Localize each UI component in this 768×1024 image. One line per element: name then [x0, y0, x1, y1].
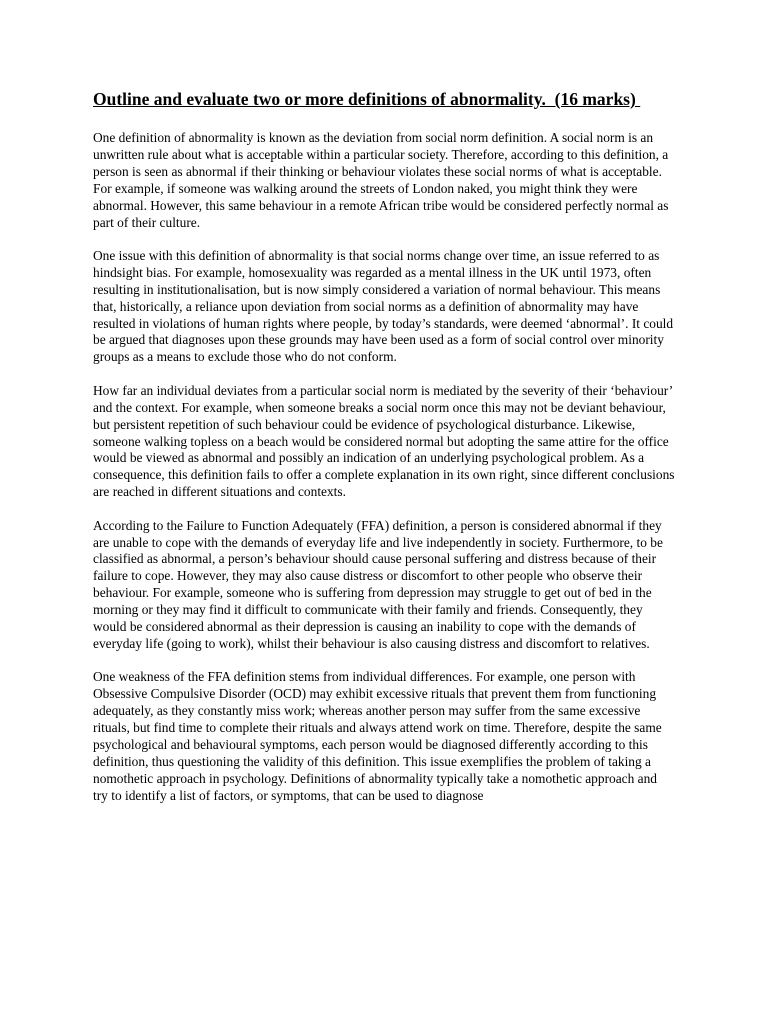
paragraph-5: One weakness of the FFA definition stems from individual differences. For example, one person with Obsessive Compulsive Disorder (OCD) may exhibit excessive rituals that prevent them from functioning adequately, as they constantly miss work; whereas another person may suffer from the same excessive rituals, but find time to complete their rituals and always attend work on time. Therefore, despite the same psychological and behavioural symptoms, each person would be diagnosed differently according to this definition, thus questioning the validity of this definition. This issue exemplifies the problem of taking a nomothetic approach in psychology. Definitions of abnormality typically take a nomothetic approach and try to identify a list of factors, or symptoms, that can be used to diagnose — [93, 669, 662, 803]
paragraph-3: How far an individual deviates from a particular social norm is mediated by the severity of their ‘behaviour’ and the context. For example, when someone breaks a social norm once this may not be deviant behaviour, but persistent repetition of such behaviour could be evidence of psychological disturbance. Likewise, someone walking topless on a beach would be considered normal but adopting the same attire for the office would be viewed as abnormal and possibly an indication of an underlying psychological problem. As a consequence, this definition fails to offer a complete explanation in its own right, since different conclusions are reached in different situations and contexts. — [93, 382, 675, 500]
paragraph-2: One issue with this definition of abnormality is that social norms change over time, an issue referred to as hindsight bias. For example, homosexuality was regarded as a mental illness in the UK until 1973, often resulting in institutionalisation, but is now simply considered a variation of normal behaviour. This means that, historically, a reliance upon deviation from social norms as a definition of abnormality may have resulted in violations of human rights where people, by today’s standards, were deemed ‘abnormal’. It could be argued that diagnoses upon these grounds may have been used as a form of social control over minority groups as a means to exclude those who do not conform. — [93, 247, 674, 365]
paragraph-4: According to the Failure to Function Adequately (FFA) definition, a person is considered abnormal if they are unable to cope with the demands of everyday life and live independently in society. Furthermore, to be classified as abnormal, a person’s behaviour should cause personal suffering and distress because of their failure to cope. However, they may also cause distress or discomfort to other people who observe their behaviour. For example, someone who is suffering from depression may struggle to get out of bed in the morning or they may find it difficult to communicate with their family and friends. Consequently, they would be considered abnormal as their depression is causing an inability to cope with the demands of everyday life (going to work), whilst their behaviour is also causing distress and discomfort to relatives. — [93, 517, 663, 651]
document-page — [93, 88, 675, 821]
paragraph-1: One definition of abnormality is known as the deviation from social norm definition. A social norm is an unwritten rule about what is acceptable within a particular society. Therefore, according to this definition, a person is seen as abnormal if their thinking or behaviour violates these social norms of what is acceptable. For example, if someone was walking around the streets of London naked, you might think they were abnormal. However, this same behaviour in a remote African tribe would be considered perfectly normal as part of their culture. — [93, 130, 669, 230]
page-title: Outline and evaluate two or more definitions of abnormality. (16 marks) — [93, 89, 641, 109]
